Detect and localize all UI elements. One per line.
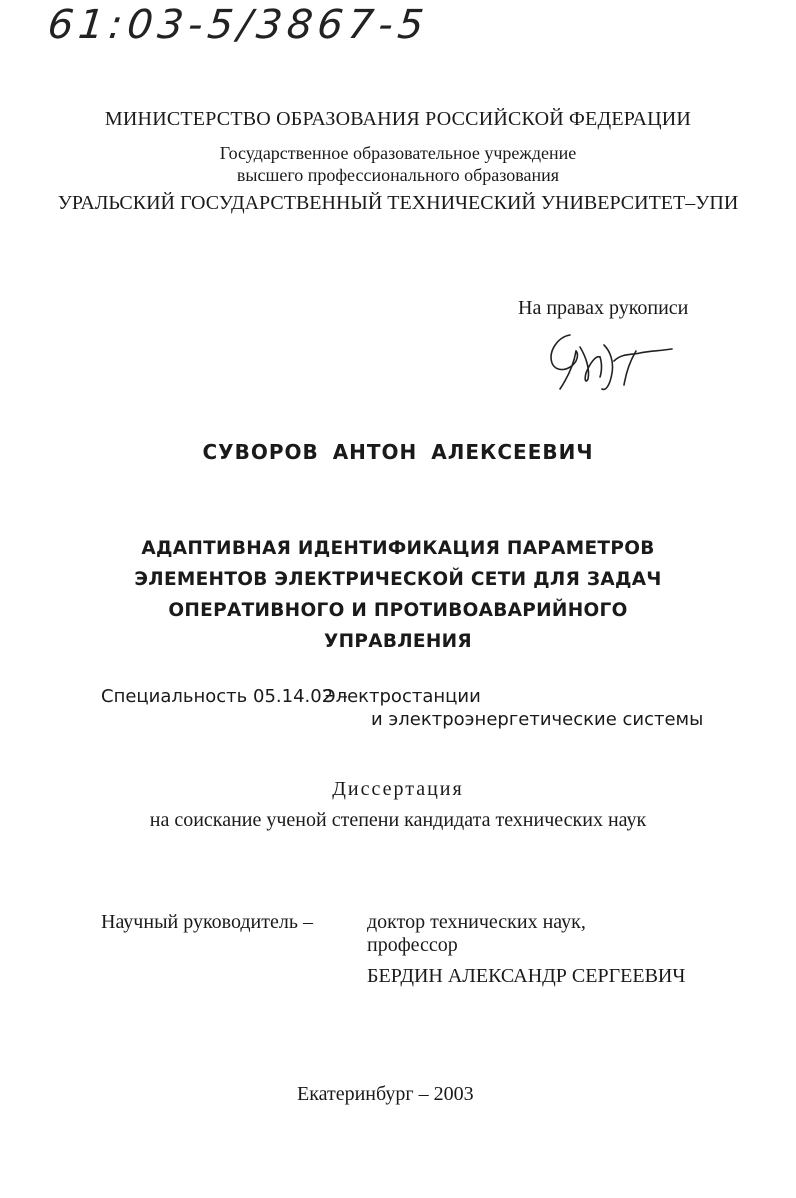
supervisor-degree: доктор технических наук, — [367, 911, 586, 933]
ministry-heading: МИНИСТЕРСТВО ОБРАЗОВАНИЯ РОССИЙСКОЙ ФЕДЕРАЦИИ — [104, 108, 692, 130]
supervisor-label: Научный руководитель – — [101, 911, 313, 933]
manuscript-rights-note: На правах рукописи — [518, 297, 689, 319]
institution-line-1: Государственное образовательное учреждение — [219, 143, 577, 163]
handwritten-archive-number: 61:03-5/3867-5 — [45, 2, 431, 48]
thesis-title-line-3: ОПЕРАТИВНОГО И ПРОТИВОАВАРИЙНОГО — [168, 600, 628, 621]
document-type: Диссертация — [332, 778, 464, 800]
author-name: СУВОРОВ АНТОН АЛЕКСЕЕВИЧ — [202, 440, 594, 464]
thesis-title-line-4: УПРАВЛЕНИЯ — [324, 631, 472, 652]
specialty-line-2: и электроэнергетические системы — [371, 709, 704, 730]
city-year: Екатеринбург – 2003 — [297, 1083, 474, 1105]
thesis-title-line-1: АДАПТИВНАЯ ИДЕНТИФИКАЦИЯ ПАРАМЕТРОВ — [141, 538, 655, 559]
institution-line-2: высшего профессионального образования — [236, 165, 560, 185]
thesis-title-line-2: ЭЛЕМЕНТОВ ЭЛЕКТРИЧЕСКОЙ СЕТИ ДЛЯ ЗАДАЧ — [134, 569, 662, 590]
specialty-label: Специальность 05.14.02 – — [101, 686, 348, 707]
handwritten-signature-icon — [540, 327, 680, 393]
supervisor-name: БЕРДИН АЛЕКСАНДР СЕРГЕЕВИЧ — [367, 965, 686, 987]
supervisor-title: профессор — [367, 934, 458, 956]
university-name: УРАЛЬСКИЙ ГОСУДАРСТВЕННЫЙ ТЕХНИЧЕСКИЙ УНИВЕРСИТЕТ–УПИ — [57, 192, 739, 214]
degree-statement: на соискание ученой степени кандидата технических наук — [149, 809, 647, 831]
specialty-line-1: Электростанции — [323, 686, 481, 707]
